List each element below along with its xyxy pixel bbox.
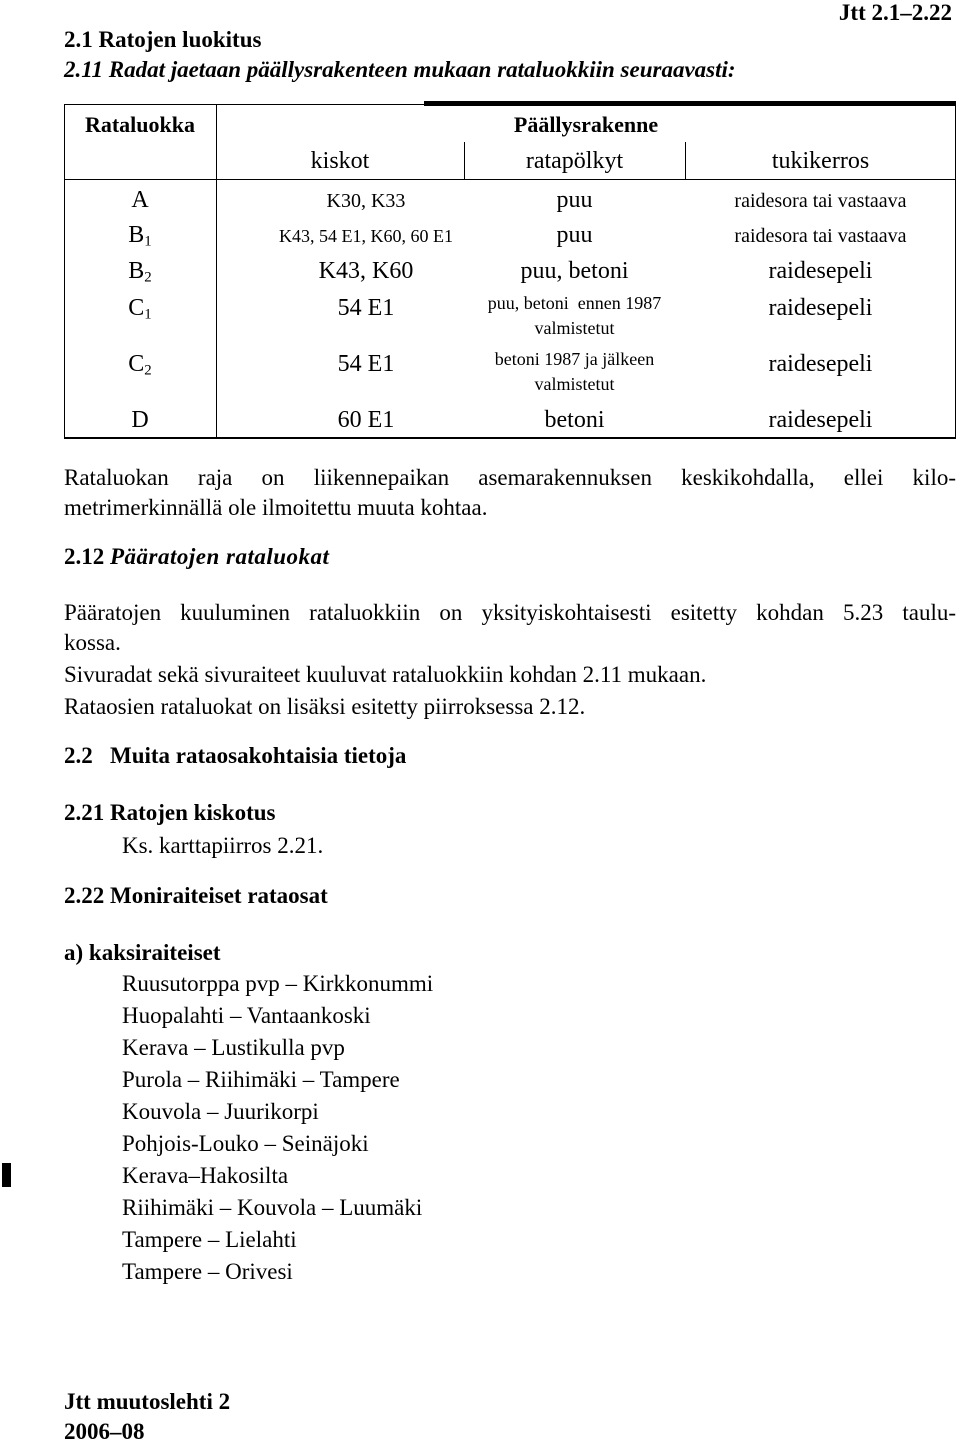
footer-change-sheet: Jtt muutoslehti 2 <box>64 1389 231 1414</box>
list-item: Pohjois-Louko – Seinäjoki <box>122 1131 369 1156</box>
row-c2-sleepers-line2: valmistetut <box>534 374 615 394</box>
row-a-rails: K30, K33 <box>326 190 406 212</box>
section-222-title: 2.22 Moniraiteiset rataosat <box>64 883 328 908</box>
section-212-title: Pääratojen rataluokat <box>110 544 330 569</box>
row-b1-class: $B_1$ <box>128 222 152 250</box>
footer-date: 2006–08 <box>64 1419 145 1444</box>
table-top-thick-border <box>424 101 956 106</box>
row-c1-rails: 54 E1 <box>337 295 395 321</box>
row-c2-ballast: raidesepeli <box>768 351 873 377</box>
section-221-text: Ks. karttapiirros 2.21. <box>122 833 324 858</box>
header-rails: kiskot <box>310 148 370 174</box>
list-item: Tampere – Lielahti <box>122 1227 297 1252</box>
list-item: Tampere – Orivesi <box>122 1259 293 1284</box>
header-sleepers: ratapölkyt <box>525 148 624 174</box>
list-item: Kerava–Hakosilta <box>122 1163 289 1188</box>
list-item: Kerava – Lustikulla pvp <box>122 1035 345 1060</box>
boundary-paragraph-line2: metrimerkinnällä ole ilmoitettu muuta kohtaa. <box>64 495 488 520</box>
section-221-title: 2.21 Ratojen kiskotus <box>64 800 276 825</box>
header-ballast: tukikerros <box>771 148 870 174</box>
row-c1-class: $C_1$ <box>128 295 152 323</box>
row-d-rails: 60 E1 <box>337 407 395 433</box>
row-c2-rails: 54 E1 <box>337 351 395 377</box>
section-212-number: 2.12 <box>64 544 105 569</box>
row-c1-sleepers: puu, betoni ennen 1987 <box>487 293 662 313</box>
table-header-divider <box>64 179 956 180</box>
row-c2-sleepers: betoni 1987 ja jälkeen <box>494 349 655 369</box>
section-212-line1: Pääratojen kuuluminen rataluokkiin on yksityiskohtaisesti esitetty kohdan 5.23 taulu- <box>64 600 956 625</box>
section-212-line3: Sivuradat sekä sivuraiteet kuuluvat rataluokkiin kohdan 2.11 mukaan. <box>64 662 707 687</box>
section-title: 2.1 Ratojen luokitus <box>64 27 262 52</box>
subsection-title: 2.11 Radat jaetaan päällysrakenteen mukaan rataluokkiin seuraavasti: <box>64 57 736 82</box>
table-bottom-border <box>64 437 956 439</box>
list-item: Ruusutorppa pvp – Kirkkonummi <box>122 971 434 996</box>
row-c2-class: $C_2$ <box>128 351 152 379</box>
track-class-table <box>64 104 956 438</box>
row-b2-sleepers: puu, betoni <box>520 258 629 284</box>
row-c1-ballast: raidesepeli <box>768 295 873 321</box>
row-b1-ballast: raidesora tai vastaava <box>734 225 907 247</box>
section-212-line2: kossa. <box>64 630 121 655</box>
document-reference: Jtt 2.1–2.22 <box>838 0 952 25</box>
row-d-class: D <box>131 407 149 433</box>
row-c1-sleepers-line2: valmistetut <box>534 318 615 338</box>
list-item: Huopalahti – Vantaankoski <box>122 1003 371 1028</box>
row-b1-sleepers: puu <box>556 222 593 248</box>
list-item: Purola – Riihimäki – Tampere <box>122 1067 400 1092</box>
section-22-title: 2.2 Muita rataosakohtaisia tietoja <box>64 743 407 768</box>
row-b2-rails: K43, K60 <box>318 258 414 284</box>
header-class: Rataluokka <box>84 112 196 137</box>
row-a-class: A <box>131 187 149 213</box>
list-item: Kouvola – Juurikorpi <box>122 1099 319 1124</box>
header-superstructure: Päällysrakenne <box>513 112 659 137</box>
section-212-line4: Rataosien rataluokat on lisäksi esitetty piirroksessa 2.12. <box>64 694 586 719</box>
row-d-ballast: raidesepeli <box>768 407 873 433</box>
row-b2-ballast: raidesepeli <box>768 258 873 284</box>
section-212-heading <box>64 544 329 570</box>
list-item: Riihimäki – Kouvola – Luumäki <box>122 1195 423 1220</box>
row-b1-rails: K43, 54 E1, K60, 60 E1 <box>279 226 453 246</box>
change-bar-marker <box>2 1163 11 1187</box>
boundary-paragraph-line1: Rataluokan raja on liikennepaikan asemarakennuksen keskikohdalla, ellei kilo- <box>64 465 956 490</box>
row-a-ballast: raidesora tai vastaava <box>734 190 907 212</box>
row-b2-class: $B_2$ <box>128 258 152 286</box>
row-a-sleepers: puu <box>556 187 593 213</box>
row-d-sleepers: betoni <box>544 407 605 433</box>
section-222-subtitle: a) kaksiraiteiset <box>64 940 221 965</box>
